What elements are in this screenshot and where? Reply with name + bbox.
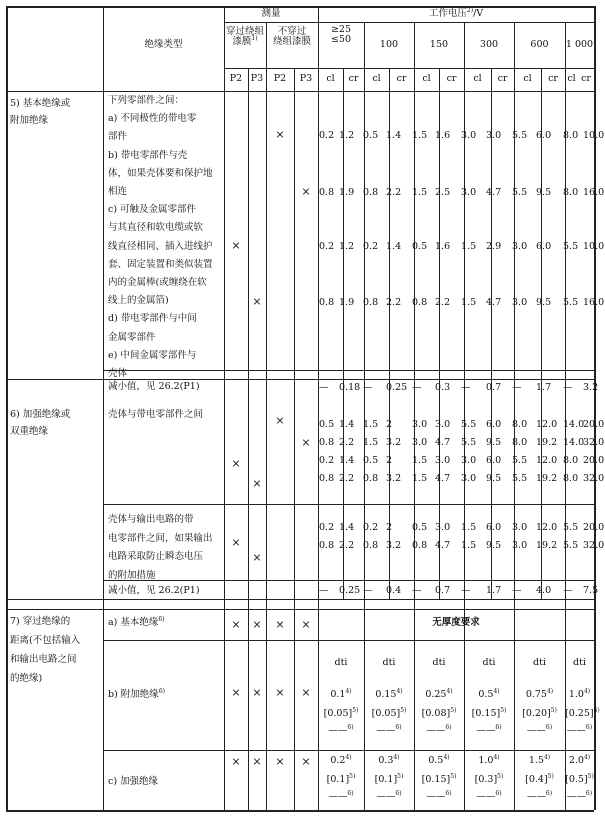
section6-reduce-value: 0.7	[435, 585, 451, 596]
dti-label: dti	[573, 657, 586, 668]
section6-value: 0.2	[319, 455, 335, 466]
section5-description: 下列零部件之间：	[108, 95, 185, 106]
cross-mark: ×	[275, 128, 285, 141]
section6-value: 32.0	[583, 437, 605, 448]
section7-title: 距离(不包括输入	[10, 635, 81, 646]
section6-value: 3.0	[435, 419, 451, 430]
table-rule	[389, 68, 390, 599]
header-cr: cr	[348, 73, 359, 84]
section5-value: 1.9	[339, 297, 355, 308]
section6-value: 8.0	[512, 437, 528, 448]
section6-reduce-value: 7.5	[583, 585, 599, 596]
section6-value: 2	[386, 419, 393, 430]
section6-value: 9.5	[486, 540, 502, 551]
section6-value: 3.0	[461, 455, 477, 466]
header-cl: cl	[422, 73, 431, 84]
section5-description: 线上的金属箔)	[108, 295, 169, 307]
table-rule	[364, 22, 365, 599]
section6-value: 0.5	[363, 455, 379, 466]
section6-value: 20.0	[583, 522, 605, 533]
header-cl: cl	[523, 73, 532, 84]
table-rule	[6, 379, 594, 380]
section5-description: 内的金属棒(或缠绕在软	[108, 277, 207, 288]
section5-title: 5) 基本绝缘或	[10, 98, 71, 109]
section7-value: 0.2$^{4)}$	[330, 753, 352, 766]
cross-mark: ×	[301, 755, 311, 768]
section5-value: 1.4	[386, 241, 402, 252]
section6-value: 14.0	[563, 437, 585, 448]
section5-reduce-value: 0.25	[386, 382, 408, 393]
section6-value: 6.0	[486, 522, 502, 533]
section6-value: 3.2	[386, 473, 402, 484]
table-rule	[594, 6, 596, 810]
table-rule	[248, 68, 249, 810]
header-voltage: 100	[379, 39, 399, 50]
section7-footnote-marker: ——$^{6)}$	[476, 789, 502, 802]
section6-value: 1.5	[363, 419, 379, 430]
section5-value: 1.5	[412, 187, 428, 198]
table-rule	[6, 599, 594, 600]
section5-value: 5.5	[512, 130, 528, 141]
section6-reduce-value: 1.7	[486, 585, 502, 596]
section5-reduce-value: —	[563, 382, 573, 393]
header-cr: cr	[446, 73, 457, 84]
header-p2: P2	[273, 73, 287, 84]
section7-value: 0.75$^{4)}$	[525, 687, 554, 700]
section5-description: d) 带电零部件与中间	[108, 313, 197, 325]
table-rule	[439, 68, 440, 599]
table-rule	[541, 68, 542, 599]
section7-value: 0.5$^{4)}$	[478, 687, 500, 700]
section6-value: 3.0	[512, 540, 528, 551]
section5-value: 16.0	[583, 297, 605, 308]
section6-reduce-label: 减小值，见 26.2(P1)	[108, 585, 200, 596]
section6-value: 0.2	[319, 522, 335, 533]
section6-value: 3.0	[512, 522, 528, 533]
section6-reduce-value: —	[461, 585, 471, 596]
section7-bracket-value: $[0.20]^{5)}$	[522, 706, 557, 719]
cross-mark: ×	[231, 536, 241, 549]
header-p3: P3	[299, 73, 313, 84]
section7-value: 0.5$^{4)}$	[428, 753, 450, 766]
section6-value: 4.7	[435, 473, 451, 484]
section5-value: 8.0	[563, 130, 579, 141]
section5-value: 3.0	[512, 241, 528, 252]
cross-mark: ×	[275, 414, 285, 427]
table-rule	[103, 504, 594, 505]
section7-value: 2.0$^{4)}$	[568, 753, 591, 766]
section7-footnote-marker: ——$^{6)}$	[426, 723, 452, 736]
table-rule	[224, 68, 318, 69]
section6-value: 0.8	[319, 437, 335, 448]
section5-reduce-value: —	[363, 382, 373, 393]
cross-mark: ×	[252, 477, 262, 490]
section7-value: 1.5$^{4)}$	[528, 753, 551, 766]
no-thickness-requirement: 无厚度要求	[432, 617, 480, 628]
section7-title: 和输出电路之间	[10, 654, 77, 665]
section5-description: a) 不同极性的带电零	[108, 113, 197, 125]
section5-reduce-value: —	[461, 382, 471, 393]
header-cr: cr	[396, 73, 407, 84]
section6-title: 6) 加强绝缘或	[10, 409, 71, 420]
section5-value: 1.5	[461, 241, 477, 252]
section6-reduce-value: —	[563, 585, 573, 596]
section5-description: 壳体	[108, 368, 128, 379]
section5-value: 2.5	[435, 187, 451, 198]
section6-description: 电零部件之间，如果输出	[108, 532, 213, 544]
section6-value: 8.0	[512, 419, 528, 430]
table-rule	[343, 68, 344, 599]
section5-value: 0.8	[319, 187, 335, 198]
section5-description: e) 中间金属零部件与	[108, 349, 197, 361]
table-rule	[514, 22, 515, 599]
section6-value: 3.0	[412, 419, 428, 430]
section5-value: 2.2	[386, 297, 402, 308]
cross-mark: ×	[231, 618, 241, 631]
section7-value: 0.1$^{4)}$	[330, 687, 352, 700]
header-cr: cr	[581, 73, 591, 84]
section6-value: 0.5	[319, 419, 335, 430]
header-through-winding: 穿过绕组 漆膜$^{1)}$	[225, 26, 264, 48]
section7-footnote-marker: ——$^{6)}$	[526, 723, 553, 736]
section7-supplementary-label: b) 附加绝缘$^{6)}$	[108, 687, 165, 700]
section5-value: 5.5	[512, 187, 528, 198]
table-rule	[6, 609, 594, 610]
section7-value: 1.0$^{4)}$	[478, 753, 500, 766]
cross-mark: ×	[231, 755, 241, 768]
header-not-through-winding: 不穿过 绕组漆膜	[272, 26, 311, 48]
section6-reduce-value: 0.4	[386, 585, 402, 596]
section6-reduce-value: —	[363, 585, 373, 596]
section5-value: 1.6	[435, 241, 451, 252]
table-rule	[565, 22, 566, 599]
table-rule	[224, 22, 594, 23]
table-rule	[6, 810, 594, 812]
header-measurement: 测量	[261, 8, 281, 19]
section6-value: 32.0	[583, 540, 605, 551]
table-rule	[294, 68, 295, 810]
section6-value: 4.7	[435, 540, 451, 551]
section5-value: 9.5	[536, 187, 552, 198]
section6-value: 6.0	[486, 455, 502, 466]
table-rule	[464, 22, 465, 599]
section5-description: 与其直径和软电缆或软	[108, 222, 204, 234]
header-voltage-50: ≥25 ≤50	[330, 24, 352, 46]
section6-value: 3.0	[435, 522, 451, 533]
section7-footnote-marker: ——$^{6)}$	[566, 723, 593, 736]
header-voltage: 600	[530, 39, 549, 50]
section7-footnote-marker: ——$^{6)}$	[376, 723, 402, 736]
section6-value: 2.2	[339, 540, 355, 551]
section5-value: 3.0	[461, 187, 477, 198]
section6-value: 0.8	[319, 473, 335, 484]
section5-description: 套、固定装置和类似装置	[108, 258, 213, 270]
section6-title: 双重绝缘	[10, 426, 49, 437]
dti-label: dti	[382, 657, 396, 668]
header-voltage: 300	[479, 39, 499, 50]
table-rule	[266, 22, 267, 810]
section6-reduce-value: 0.25	[339, 585, 361, 596]
section6-reduce-value: —	[412, 585, 422, 596]
section5-value: 1.9	[339, 187, 355, 198]
section5-value: 3.0	[512, 297, 528, 308]
section5-description: 线直径相同、插入进线护	[108, 240, 213, 252]
section7-footnote-marker: ——$^{6)}$	[328, 789, 354, 802]
section6-value: 12.0	[536, 419, 558, 430]
section7-value: 1.0$^{4)}$	[568, 687, 591, 700]
section5-reduce-value: 0.3	[435, 382, 451, 393]
section6-value: 19.2	[536, 540, 558, 551]
section5-value: 0.8	[363, 297, 379, 308]
cross-mark: ×	[231, 239, 241, 252]
section7-basic-label: a) 基本绝缘$^{6)}$	[108, 615, 165, 628]
section7-footnote-marker: ——$^{6)}$	[426, 789, 452, 802]
cross-mark: ×	[252, 295, 262, 308]
section5-value: 8.0	[563, 187, 579, 198]
section7-bracket-value: $[0.15]^{5)}$	[421, 772, 457, 785]
section6-value: 0.5	[412, 522, 428, 533]
section5-value: 16.0	[583, 187, 605, 198]
section5-value: 0.2	[319, 130, 335, 141]
section6-value: 3.0	[412, 437, 428, 448]
section7-title: 的绝缘)	[10, 673, 43, 684]
section7-bracket-value: $[0.4]^{5)}$	[525, 772, 554, 785]
section5-value: 10.0	[583, 241, 605, 252]
section5-value: 2.2	[386, 187, 402, 198]
header-cr: cr	[548, 73, 558, 84]
cross-mark: ×	[252, 686, 262, 699]
header-working-voltage: 工作电压$^{2)}$/V	[428, 6, 484, 19]
section6-value: 1.5	[461, 540, 477, 551]
section6-value: 3.2	[386, 437, 402, 448]
section5-description: 体，如果壳体要和保护地	[108, 167, 213, 179]
section7-bracket-value: $[0.05]^{5)}$	[323, 706, 359, 719]
section5-reduce-value: 1.7	[536, 382, 552, 393]
section6-value: 14.0	[563, 419, 585, 430]
section5-value: 4.7	[486, 297, 502, 308]
cross-mark: ×	[275, 686, 285, 699]
header-cl: cl	[567, 73, 576, 84]
section5-value: 0.8	[363, 187, 379, 198]
section5-value: 5.5	[563, 297, 579, 308]
section6-value: 3.0	[435, 455, 451, 466]
section6-value: 5.5	[512, 473, 528, 484]
section7-footnote-marker: ——$^{6)}$	[376, 789, 402, 802]
section6-value: 20.0	[583, 419, 605, 430]
section5-value: 6.0	[536, 241, 552, 252]
section6-value: 12.0	[536, 455, 558, 466]
cross-mark: ×	[301, 686, 311, 699]
section6-value: 8.0	[563, 473, 579, 484]
section5-description: b) 带电零部件与壳	[108, 149, 188, 161]
cross-mark: ×	[231, 686, 241, 699]
section5-reduce-label: 减小值，见 26.2(P1)	[108, 381, 200, 392]
cross-mark: ×	[275, 755, 285, 768]
section7-value: 0.3$^{4)}$	[378, 753, 400, 766]
section6-value: 1.5	[461, 522, 477, 533]
header-cl: cl	[326, 73, 335, 84]
dti-label: dti	[482, 657, 496, 668]
section6-value: 20.0	[583, 455, 605, 466]
section5-reduce-value: 3.2	[583, 382, 599, 393]
header-p3: P3	[250, 73, 264, 84]
section5-reduce-value: 0.7	[486, 382, 502, 393]
dti-label: dti	[432, 657, 446, 668]
table-rule	[414, 22, 415, 599]
header-cl: cl	[473, 73, 482, 84]
section6-value: 5.5	[461, 419, 477, 430]
section6-value: 5.5	[512, 455, 528, 466]
section6-value: 3.2	[386, 540, 402, 551]
section5-value: 5.5	[563, 241, 579, 252]
table-rule	[6, 6, 8, 810]
cross-mark: ×	[275, 618, 285, 631]
section6-reduce-value: —	[319, 585, 329, 596]
dti-label: dti	[334, 657, 348, 668]
section5-reduce-value: —	[412, 382, 422, 393]
section5-description: 金属零部件	[108, 331, 156, 343]
table-rule	[103, 640, 594, 641]
section5-value: 2.9	[486, 241, 502, 252]
section5-value: 0.2	[319, 241, 335, 252]
section5-description: 相连	[108, 186, 128, 197]
section5-value: 9.5	[536, 297, 552, 308]
section6-reduce-value: —	[512, 585, 522, 596]
table-rule	[224, 6, 225, 810]
section5-value: 1.6	[435, 130, 451, 141]
header-cr: cr	[497, 73, 508, 84]
section6-value: 1.4	[339, 419, 355, 430]
section6-description: 壳体与带电零部件之间	[108, 409, 204, 420]
section6-value: 1.5	[412, 455, 428, 466]
cross-mark: ×	[252, 755, 262, 768]
section5-title: 附加绝缘	[10, 115, 49, 126]
section6-value: 9.5	[486, 473, 502, 484]
section6-value: 19.2	[536, 437, 558, 448]
section5-value: 0.5	[412, 241, 428, 252]
header-voltage: 1 000	[565, 39, 594, 50]
section6-value: 1.4	[339, 522, 355, 533]
section5-value: 1.5	[461, 297, 477, 308]
section7-value: 0.25$^{4)}$	[425, 687, 453, 700]
section7-reinforced-label: c) 加强绝缘	[108, 776, 159, 787]
section5-value: 1.4	[386, 130, 402, 141]
section5-reduce-value: —	[512, 382, 522, 393]
section5-value: 3.0	[461, 130, 477, 141]
cross-mark: ×	[252, 551, 262, 564]
section6-value: 3.0	[461, 473, 477, 484]
section5-value: 6.0	[536, 130, 552, 141]
section7-bracket-value: $[0.15]^{5)}$	[471, 706, 507, 719]
section6-reduce-value: 4.0	[536, 585, 552, 596]
cross-mark: ×	[301, 185, 311, 198]
section6-description: 电路采取防止瞬态电压	[108, 551, 204, 562]
section5-value: 0.8	[412, 297, 428, 308]
section6-value: 0.8	[319, 540, 335, 551]
table-rule	[6, 91, 594, 92]
table-rule	[6, 6, 594, 8]
section5-value: 10.0	[583, 130, 605, 141]
section5-value: 0.2	[363, 241, 379, 252]
cross-mark: ×	[301, 618, 311, 631]
table-rule	[318, 68, 594, 69]
section7-value: 0.15$^{4)}$	[375, 687, 403, 700]
section6-value: 9.5	[486, 437, 502, 448]
section5-description: 部件	[108, 131, 128, 143]
section6-value: 0.8	[363, 540, 379, 551]
section7-bracket-value: $[0.5]^{5)}$	[565, 772, 594, 785]
section6-value: 4.7	[435, 437, 451, 448]
section6-value: 1.5	[412, 473, 428, 484]
section5-value: 0.5	[363, 130, 379, 141]
cross-mark: ×	[231, 457, 241, 470]
section7-footnote-marker: ——$^{6)}$	[476, 723, 502, 736]
section5-value: 2.2	[435, 297, 451, 308]
section7-footnote-marker: ——$^{6)}$	[328, 723, 354, 736]
section6-value: 5.5	[461, 437, 477, 448]
section7-bracket-value: $[0.25]^{5)}$	[565, 706, 600, 719]
cross-mark: ×	[252, 618, 262, 631]
table-rule	[103, 6, 104, 810]
section5-value: 1.2	[339, 241, 355, 252]
section5-value: 4.7	[486, 187, 502, 198]
section5-value: 1.5	[412, 130, 428, 141]
section6-value: 2	[386, 455, 393, 466]
section6-value: 5.5	[563, 540, 579, 551]
section6-value: 2.2	[339, 473, 355, 484]
section5-value: 3.0	[486, 130, 502, 141]
table-rule	[491, 68, 492, 599]
section6-value: 2	[386, 522, 393, 533]
cross-mark: ×	[301, 436, 311, 449]
header-p2: P2	[229, 73, 243, 84]
section6-description: 的附加措施	[108, 569, 156, 581]
section7-bracket-value: $[0.1]^{5)}$	[374, 772, 404, 785]
section7-title: 7) 穿过绝缘的	[10, 616, 71, 627]
section6-description: 壳体与输出电路的带	[108, 514, 194, 525]
section7-bracket-value: $[0.3]^{5)}$	[474, 772, 504, 785]
section7-footnote-marker: ——$^{6)}$	[526, 789, 553, 802]
section6-value: 0.2	[363, 522, 379, 533]
section5-reduce-value: —	[319, 382, 329, 393]
section6-value: 32.0	[583, 473, 605, 484]
section7-bracket-value: $[0.05]^{5)}$	[371, 706, 407, 719]
header-insulation-type: 绝缘类型	[144, 39, 183, 50]
section6-value: 12.0	[536, 522, 558, 533]
table-rule	[103, 750, 594, 751]
section6-value: 19.2	[536, 473, 558, 484]
section7-bracket-value: $[0.08]^{5)}$	[421, 706, 457, 719]
section5-value: 0.8	[319, 297, 335, 308]
section5-value: 1.2	[339, 130, 355, 141]
section6-value: 0.8	[363, 473, 379, 484]
section6-value: 0.8	[412, 540, 428, 551]
section5-reduce-value: 0.18	[339, 382, 361, 393]
section6-value: 8.0	[563, 455, 579, 466]
section7-bracket-value: $[0.1]^{5)}$	[326, 772, 356, 785]
section6-value: 2.2	[339, 437, 355, 448]
section7-footnote-marker: ——$^{6)}$	[566, 789, 593, 802]
section6-value: 1.5	[363, 437, 379, 448]
header-cl: cl	[372, 73, 381, 84]
section6-value: 1.4	[339, 455, 355, 466]
section6-value: 5.5	[563, 522, 579, 533]
dti-label: dti	[533, 657, 546, 668]
section5-description: c) 可触及金属零部件	[108, 204, 197, 216]
section6-value: 6.0	[486, 419, 502, 430]
header-voltage: 150	[429, 39, 449, 50]
